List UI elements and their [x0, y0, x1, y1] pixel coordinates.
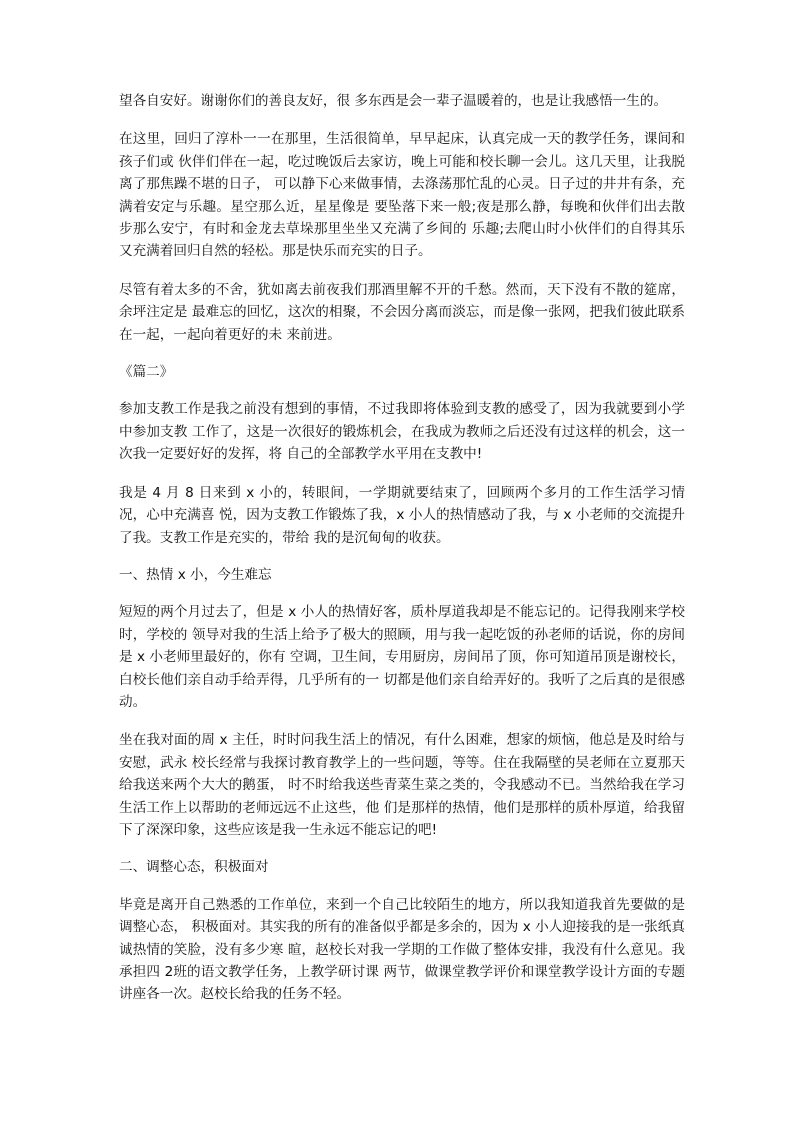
paragraph-farewell: 尽管有着太多的不舍，犹如离去前夜我们那酒里解不开的千愁。然而，天下没有不散的筵席，余坪注定是 最难忘的回忆，这次的相聚，不会因分离而淡忘，而是像一张网，把我们彼此联系在一起，一起向着更好的未 来前进。 — [119, 281, 685, 343]
paragraph-intro-closing: 望各自安好。谢谢你们的善良友好，很 多东西是会一辈子温暖着的，也是让我感悟一生的。 — [119, 93, 668, 109]
document-page — [119, 90, 685, 1006]
paragraph-simple-life: 在这里，回归了淳朴一一在那里，生活很简单，早早起床，认真完成一天的教学任务，课间和孩子们或 伙伴们伴在一起，吃过晚饭后去家访，晚上可能和校长聊一会儿。这几天里，让我脱离了那焦躁不堪的日子， 可以静下心来做事情，去涤荡那忙乱的心灵。日子过的井井有条，充满着安定与乐趣。星空那么近，星星像是 要坠落下来一般;夜是那么静，每晚和伙伴们出去散步那么安宁，有时和金龙去草垛那里坐坐又充满了乡间的 乐趣;去爬山时小伙伴们的自得其乐又充满着回归自然的轻松。那是快乐而充实的日子。 — [119, 131, 685, 260]
section-heading-mindset: 二、调整心态，积极面对 — [119, 859, 269, 876]
section-heading-warmth: 一、热情 x 小，今生难忘 — [119, 566, 272, 583]
paragraph-arrival: 我是 4 月 8 日来到 x 小的，转眼间，一学期就要结束了，回顾两个多月的工作生活学习情况，心中充满喜 悦，因为支教工作锻炼了我，x 小人的热情感动了我，与 x 小老师的交流提升了我。支教工作是充实的，带给 我的是沉甸甸的收获。 — [119, 484, 685, 546]
section-title-part-two: 《篇二》 — [119, 364, 174, 381]
paragraph-adjustment: 毕竟是离开自己熟悉的工作单位，来到一个自己比较陌生的地方，所以我知道我首先要做的是调整心态， 积极面对。其实我的所有的准备似乎都是多余的，因为 x 小人迎接我的是一张纸真诚热情的笑脸，没有多少寒 暄，赵校长对我一学期的工作做了整体安排，我没有什么意见。我承担四 2班的语文教学任务，上教学研讨课 两节，做课堂教学评价和课堂教学设计方面的专题讲座各一次。赵校长给我的任务不轻。 — [119, 896, 685, 1003]
paragraph-hospitality: 短短的两个月过去了，但是 x 小人的热情好客，质朴厚道我却是不能忘记的。记得我刚来学校时，学校的 领导对我的生活上给予了极大的照顾，用与我一起吃饭的孙老师的话说，你的房间是 x 小老师里最好的，你有 空调，卫生间，专用厨房，房间吊了顶，你可知道吊顶是谢校长，白校长他们亲自动手给弄得，几乎所有的一 切都是他们亲自给弄好的。我听了之后真的是很感动。 — [119, 604, 685, 710]
paragraph-teaching-intro: 参加支教工作是我之前没有想到的事情，不过我即将体验到支教的感受了，因为我就要到小学中参加支教 工作了，这是一次很好的锻炼机会，在我成为教师之后还没有过这样的机会，这一次我一定要好好的发挥，将 自己的全部教学水平用在支教中! — [119, 401, 685, 463]
paragraph-colleagues: 坐在我对面的周 x 主任，时时问我生活上的情况，有什么困难，想家的烦恼，他总是及时给与安慰，武永 校长经常与我探讨教育教学上的一些问题，等等。住在我隔壁的吴老师在立夏那天给我送来两个大大的鹅蛋， 时不时给我送些青菜生菜之类的，令我感动不已。当然给我在学习生活工作上以帮助的老师远远不止这些，他 们是那样的热情，他们是那样的质朴厚道，给我留下了深深印象，这些应该是我一生永远不能忘记的吧! — [119, 732, 685, 838]
